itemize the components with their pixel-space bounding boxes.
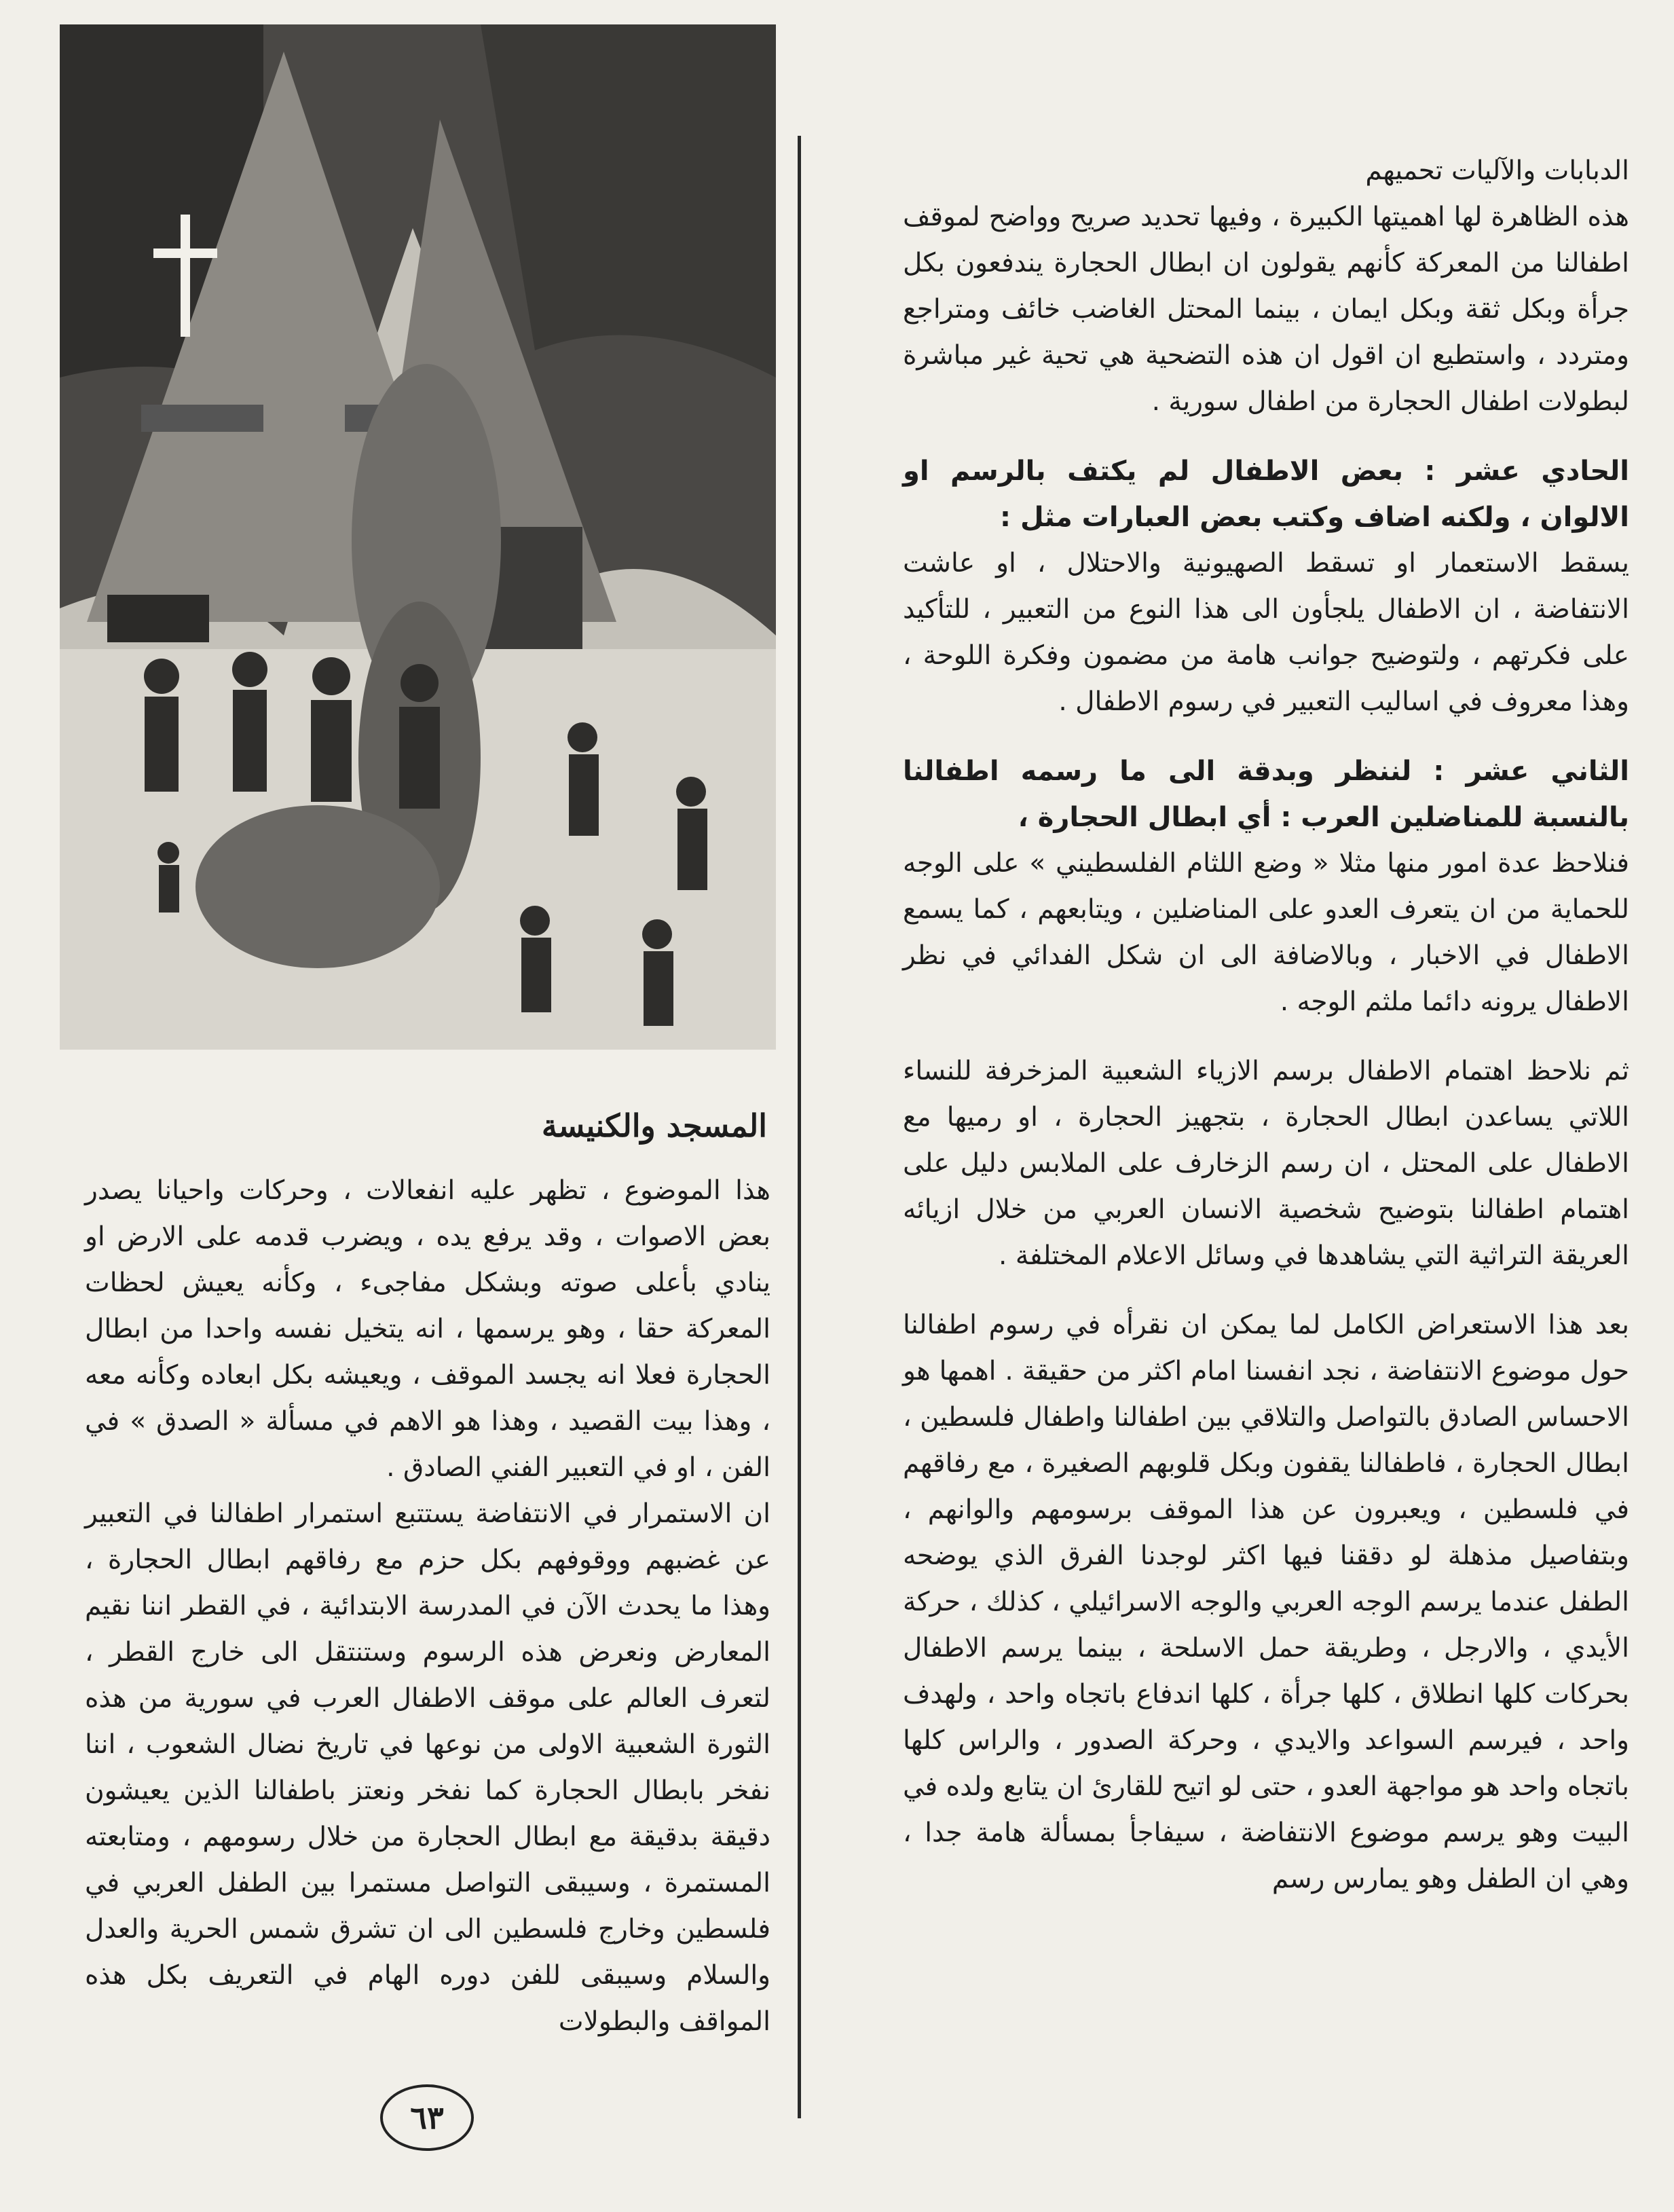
paragraph: بعد هذا الاستعراض الكامل لما يمكن ان نقرأه في رسوم اطفالنا حول موضوع الانتفاضة ، نجد انفسنا امام اكثر من حقيقة . اهمها هو الاحساس الصادق بالتواصل والتلاقي بين اطفالنا واطفال فلسطين ، ابطال الحجارة ، فاطفالنا يقفون وبكل قلوبهم الصغيرة ، مع رفاقهم في فلسطين ، ويعبرون عن هذا الموقف برسومهم والوانهم ، وبتفاصيل مذهلة لو دققنا فيها اكثر لوجدنا الفرق الذي يوضحه الطفل عندما يرسم الوجه العربي والوجه الاسرائيلي ، كذلك ، حركة الأيدي ، والارجل ، وطريقة حمل الاسلحة ، بينما يرسم الاطفال بحركات كلها انطلاق ، كلها جرأة ، كلها اندفاع باتجاه واحد ، ولهدف واحد ، فيرسم السواعد والايدي ، وحركة الصدور ، والراس كلها باتجاه واحد هو مواجهة العدو ، حتى لو اتيح للقارئ ان يتابع ولده في البيت وهو يرسم موضوع الانتفاضة ، سيفاجأ بمسألة هامة جدا ، وهي ان الطفل وهو يمارس رسم — [903, 1310, 1629, 1894]
paragraph: يسقط الاستعمار او تسقط الصهيونية والاحتلال ، او عاشت الانتفاضة ، ان الاطفال يلجأون الى هذا النوع من التعبير ، للتأكيد على فكرتهم ، ولتوضيح جوانب هامة من مضمون وفكرة اللوحة ، وهذا معروف في اساليب التعبير في رسوم الاطفال . — [903, 548, 1629, 717]
artwork-mosque-and-church — [60, 24, 776, 1050]
paragraph: هذا الموضوع ، تظهر عليه انفعالات ، وحركات واحيانا يصدر بعض الاصوات ، وقد يرفع يده ، ويضرب قدمه على الارض او ينادي بأعلى صوته وبشكل مفاجىء ، وكأنه يعيش لحظات المعركة حقا ، وهو يرسمها ، انه يتخيل نفسه واحدا من ابطال الحجارة فعلا انه يجسد الموقف ، ويعيشه بكل ابعاده وكأنه معه ، وهذا بيت القصيد ، وهذا هو الاهم في مسألة « الصدق » في الفن ، او في التعبير الفني الصادق . — [85, 1175, 770, 1483]
paragraph: فنلاحظ عدة امور منها مثلا « وضع اللثام الفلسطيني » على الوجه للحماية من ان يتعرف العدو على المناضلين ، ويتابعهم ، كما يسمع الاطفال في الاخبار ، وبالاضافة الى ان شكل الفدائي في نظر الاطفال يرونه دائما ملثم الوجه . — [903, 848, 1629, 1017]
section-heading-eleventh: الحادي عشر : بعض الاطفال لم يكتف بالرسم او الالوان ، ولكنه اضاف وكتب بعض العبارات مثل : — [903, 456, 1629, 533]
section-heading-twelfth: الثاني عشر : لننظر وبدقة الى ما رسمه اطفالنا بالنسبة للمناضلين العرب : أي ابطال الحجارة ، — [903, 756, 1629, 833]
article-column-right — [903, 148, 1629, 1902]
paragraph: هذه الظاهرة لها اهميتها الكبيرة ، وفيها تحديد صريح وواضح لموقف اطفالنا من المعركة كأنهم يقولون ان ابطال الحجارة يندفعون بكل جرأة وبكل ثقة وبكل ايمان ، بينما المحتل الغاضب خائف ومتراجع ومتردد ، واستطيع ان اقول ان هذه التضحية هي تحية غير مباشرة لبطولات اطفال الحجارة من اطفال سورية . — [903, 202, 1629, 417]
paragraph: ثم نلاحظ اهتمام الاطفال برسم الازياء الشعبية المزخرفة للنساء اللاتي يساعدن ابطال الحجارة ، بتجهيز الحجارة ، او رميها مع الاطفال على المحتل ، ان رسم الزخارف على الملابس دليل على اهتمام اطفالنا بتوضيح شخصية الانسان العربي من خلال ازيائه العريقة التراثية التي يشاهدها في وسائل الاعلام المختلفة . — [903, 1056, 1629, 1271]
column-divider — [798, 136, 801, 2118]
artwork-caption: المسجد والكنيسة — [541, 1107, 767, 1144]
child-drawing-illustration — [60, 24, 776, 1050]
paragraph: الدبابات والآليات تحميهم — [1365, 155, 1629, 186]
page-number: ٦٣ — [380, 2084, 474, 2151]
paragraph: ان الاستمرار في الانتفاضة يستتبع استمرار اطفالنا في التعبير عن غضبهم ووقوفهم بكل حزم مع رفاقهم ابطال الحجارة ، وهذا ما يحدث الآن في المدرسة الابتدائية ، في القطر اننا نقيم المعارض ونعرض هذه الرسوم وستنتقل الى خارج القطر ، لتعرف العالم على موقف الاطفال العرب في سورية من هذه الثورة الشعبية الاولى من نوعها في تاريخ نضال الشعوب ، اننا نفخر بابطال الحجارة كما نفخر ونعتز باطفالنا الذين يعيشون دقيقة بدقيقة مع ابطال الحجارة من خلال رسومهم ، ومتابعته المستمرة ، وسيبقى التواصل مستمرا بين الطفل العربي في فلسطين وخارج فلسطين الى ان تشرق شمس الحرية والعدل والسلام وسيبقى للفن دوره الهام في التعريف بكل هذه المواقف والبطولات — [85, 1498, 770, 2037]
article-column-left — [85, 1168, 770, 2045]
